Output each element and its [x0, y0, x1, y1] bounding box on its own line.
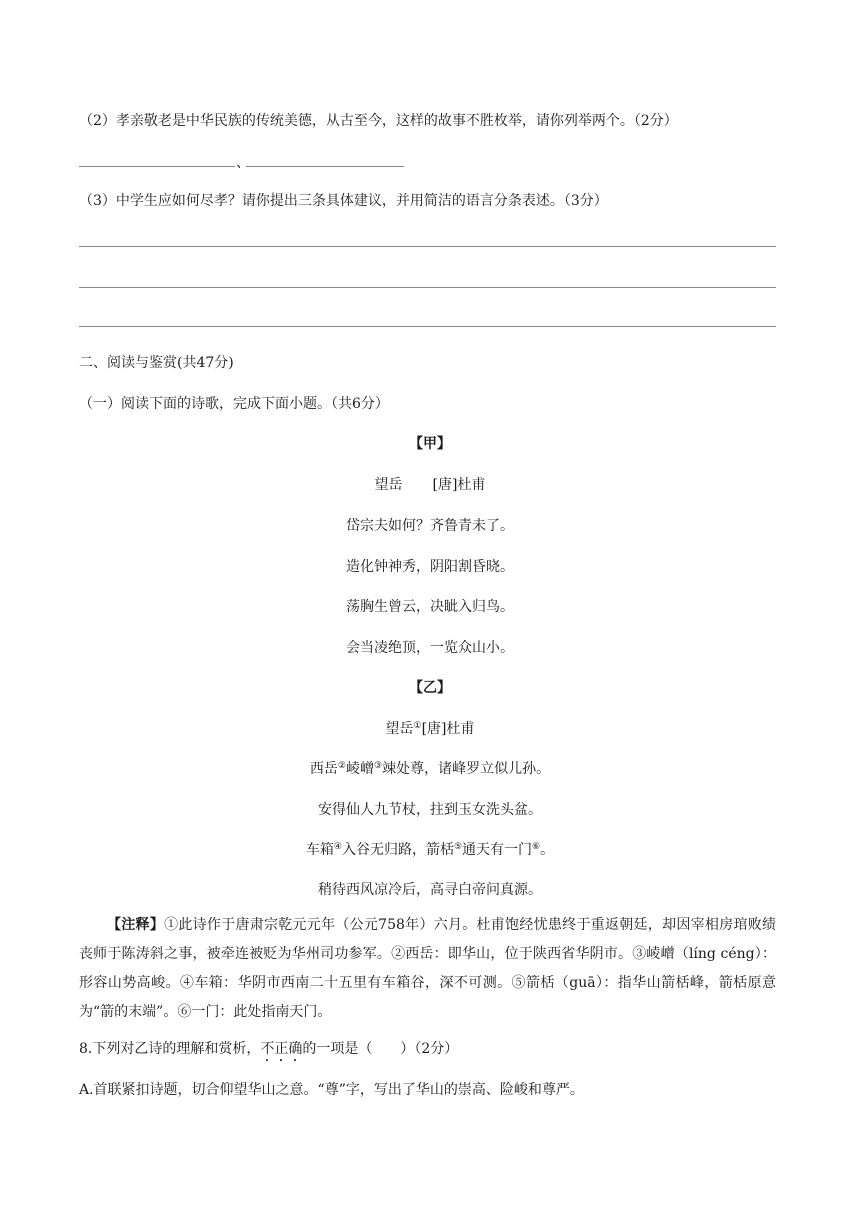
- poem-a-line: 荡胸生曾云，决眦入归鸟。: [346, 599, 514, 615]
- poem-a-author: [唐]杜甫: [432, 477, 486, 493]
- poem-b-text: 入谷无归路，箭栝: [341, 842, 454, 858]
- question-8-suffix: 的一项是（ ）（2分）: [302, 1041, 459, 1057]
- poem-b-text: 。: [540, 842, 555, 858]
- section-title: 二、阅读与鉴赏(共47分): [79, 355, 234, 371]
- poem-b-text: 车箱: [305, 842, 334, 858]
- poem-a-title: 望岳: [374, 477, 403, 493]
- poem-a-heading: [0, 474, 860, 494]
- poem-b-line: [0, 839, 860, 859]
- poem-b-title: 望岳: [385, 721, 414, 737]
- poem-a-line: 岱宗夫如何？齐鲁青未了。: [346, 518, 514, 534]
- poem-a-label: 【甲】: [409, 436, 451, 452]
- part-title: （一）阅读下面的诗歌，完成下面小题。（共6分）: [79, 396, 389, 412]
- question-8-prefix: 8.下列对乙诗的理解和赏析，: [79, 1041, 261, 1057]
- annotation-label: 【注释】: [107, 917, 165, 933]
- poem-a-line: 会当凌绝顶，一览众山小。: [346, 640, 514, 656]
- question-2-text: （2）孝亲敬老是中华民族的传统美德，从古至今，这样的故事不胜枚举，请你列举两个。（2分）: [79, 113, 678, 129]
- poem-b-text: 西岳: [309, 761, 338, 777]
- footnote-mark: ②: [337, 761, 346, 771]
- annotation-text: ①此诗作于唐肃宗乾元元年（公元758年）六月。杜甫饱经忧患终于重返朝廷，却因宰相房琯败绩丧师于陈涛斜之事，被牵连被贬为华州司功参军。②西岳：即华山，位于陕西省华阴市。③崚嶒（líng céng）：形容山势高峻。④车箱：华阴市西南二十五里有车箱谷，深不可测。⑤箭栝（guā）：指华山箭栝峰，箭栝原意为“箭的末端”。⑥一门：此处指南天门。: [79, 917, 776, 1020]
- answer-line-3[interactable]: [79, 326, 776, 327]
- option-a[interactable]: A.首联紧扣诗题，切合仰望华山之意。“尊”字，写出了华山的崇高、险峻和尊严。: [79, 1082, 584, 1098]
- question-3-text: （3）中学生应如何尽孝？请你提出三条具体建议，并用简洁的语言分条表述。（3分）: [79, 193, 608, 209]
- poem-b-line: 稍待西风凉冷后，高寻白帝问真源。: [318, 882, 542, 898]
- answer-blank-1[interactable]: [79, 166, 235, 167]
- poem-b-label: 【乙】: [409, 680, 451, 696]
- answer-line-2[interactable]: [79, 287, 776, 288]
- answer-line-1[interactable]: [79, 246, 776, 247]
- poem-b-text: 通天有一门: [462, 842, 533, 858]
- annotation-paragraph: [79, 911, 776, 1027]
- emphasis-text: 不正确: [260, 1041, 303, 1057]
- footnote-mark: ⑤: [453, 842, 463, 852]
- poem-b-heading: [0, 718, 860, 738]
- footnote-mark: ④: [333, 842, 342, 852]
- poem-b-line: [0, 758, 860, 778]
- poem-b-text: 崚嶒: [346, 761, 374, 777]
- footnote-mark: ③: [374, 761, 383, 771]
- answer-separator: 、: [236, 155, 250, 171]
- footnote-mark: ①: [413, 721, 422, 731]
- question-8-text: [79, 1038, 458, 1065]
- poem-b-author: [唐]杜甫: [421, 721, 475, 737]
- poem-b-text: 竦处尊，诸峰罗立似儿孙。: [382, 761, 551, 777]
- poem-b-line: 安得仙人九节杖，拄到玉女洗头盆。: [318, 802, 542, 818]
- poem-a-line: 造化钟神秀，阴阳割昏晓。: [346, 559, 514, 575]
- answer-blank-2[interactable]: [246, 166, 404, 167]
- footnote-mark: ⑥: [532, 842, 541, 852]
